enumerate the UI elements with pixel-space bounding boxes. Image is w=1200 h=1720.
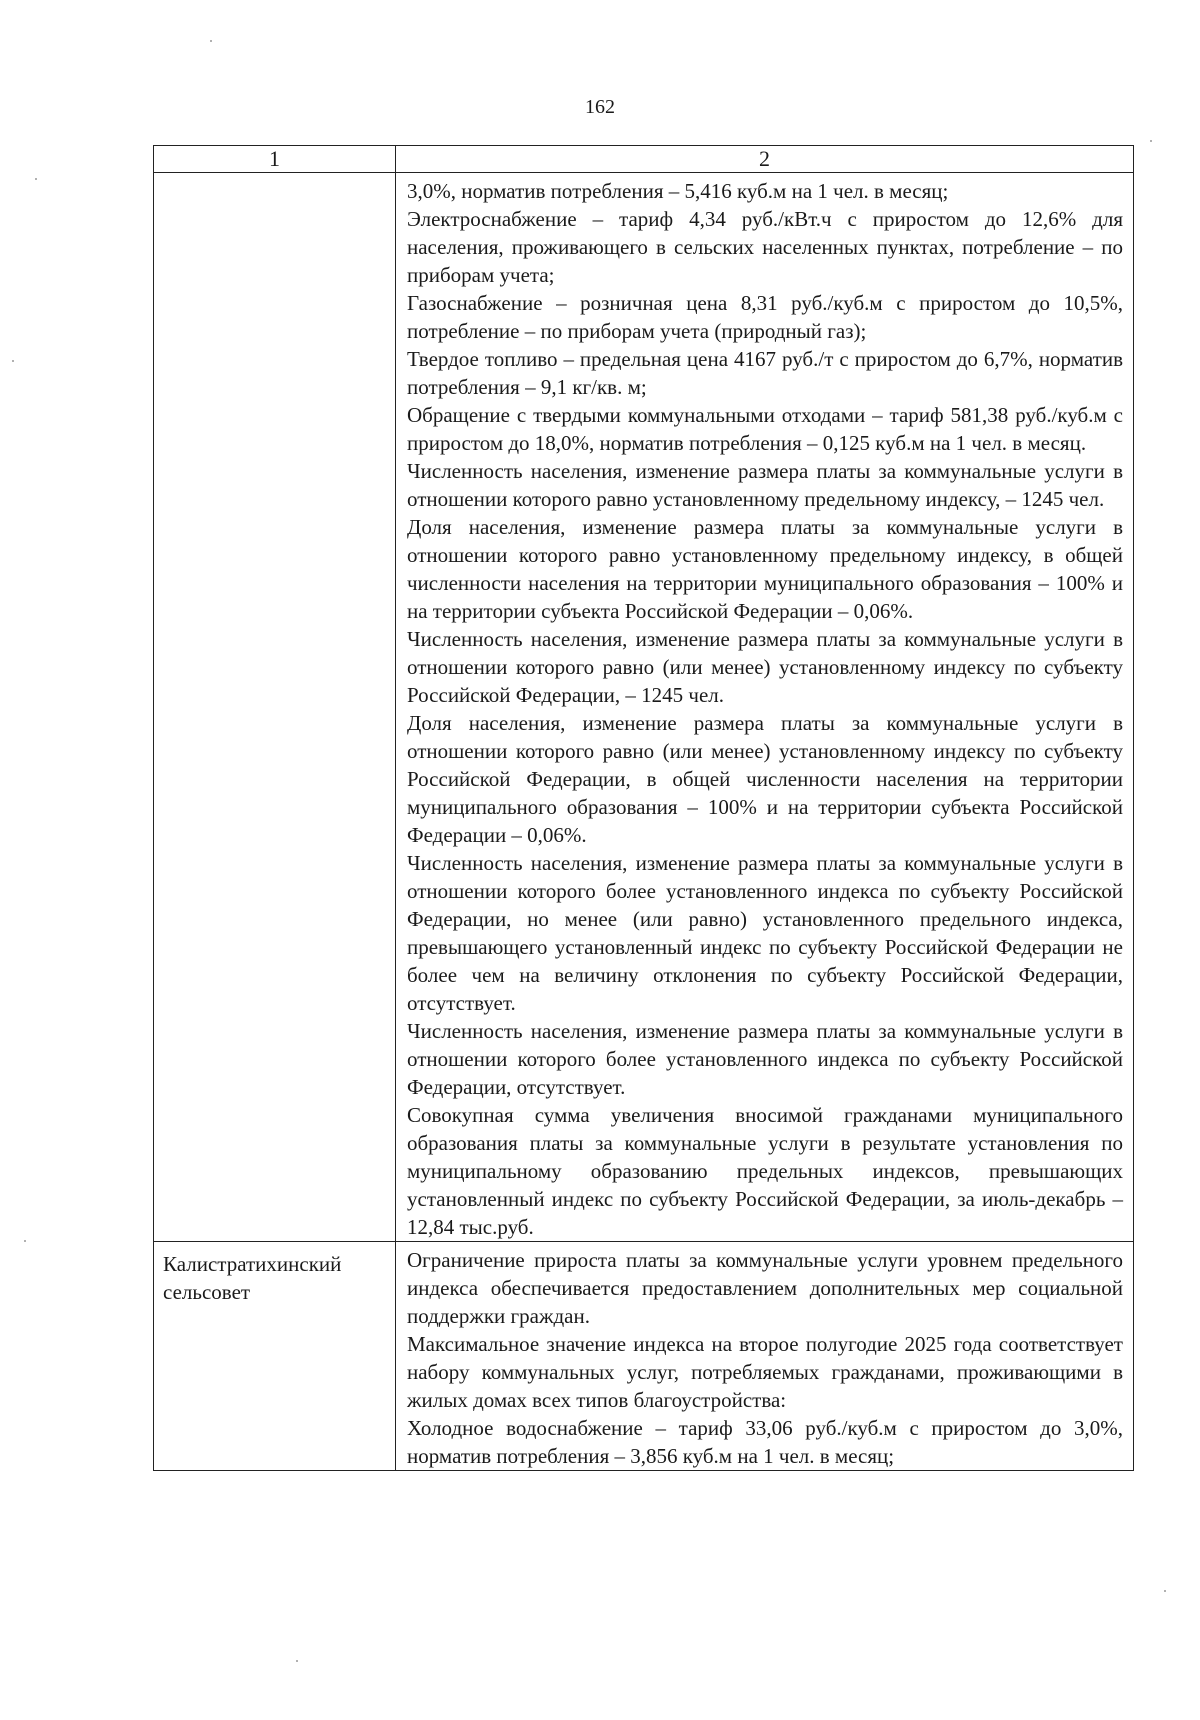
table-header-row [154, 146, 1134, 173]
municipality-cell [154, 173, 396, 1242]
scan-speck [210, 40, 212, 42]
paragraph: Твердое топливо – предельная цена 4167 руб./т с приростом до 6,7%, норматив потребления – 9,1 кг/кв. м; [407, 347, 1123, 399]
paragraph: Доля населения, изменение размера платы за коммунальные услуги в отношении которого равно (или менее) установленному индексу по субъекту Российской Федерации, в общей численности населения на территории муниципального образования – 100% и на территории субъекта Российской Федерации – 0,06%. [407, 711, 1123, 847]
data-table [153, 145, 1134, 1471]
paragraph: Численность населения, изменение размера платы за коммунальные услуги в отношении которого более установленного индекса по субъекту Российской Федерации, отсутствует. [407, 1019, 1123, 1099]
table-row [154, 1242, 1134, 1471]
paragraph: Электроснабжение – тариф 4,34 руб./кВт.ч с приростом до 12,6% для населения, проживающего в сельских населенных пунктах, потребление – по приборам учета; [407, 207, 1123, 287]
paragraph: Доля населения, изменение размера платы за коммунальные услуги в отношении которого равно установленному предельному индексу, в общей численности населения на территории муниципального образования – 100% и на территории субъекта Российской Федерации – 0,06%. [407, 515, 1123, 623]
paragraph: Ограничение прироста платы за коммунальные услуги уровнем предельного индекса обеспечивается предоставлением дополнительных мер социальной поддержки граждан. [407, 1248, 1123, 1328]
paragraph: Максимальное значение индекса на второе полугодие 2025 года соответствует набору коммунальных услуг, потребляемых гражданами, проживающими в жилых домах всех типов благоустройства: [407, 1332, 1123, 1412]
paragraph: 3,0%, норматив потребления – 5,416 куб.м на 1 чел. в месяц; [407, 179, 949, 203]
description-cell [396, 173, 1134, 1242]
column-header-2: 2 [396, 146, 1134, 173]
paragraph: Совокупная сумма увеличения вносимой гражданами муниципального образования платы за коммунальные услуги в результате установления по муниципальному образованию предельных индексов, превышающих установленный индекс по субъекту Российской Федерации, за июль-декабрь – 12,84 тыс.руб. [407, 1103, 1123, 1239]
scan-speck [35, 178, 37, 180]
scan-speck [12, 360, 14, 362]
paragraph: Численность населения, изменение размера платы за коммунальные услуги в отношении которого равно установленному предельному индексу, – 1245 чел. [407, 459, 1123, 511]
paragraph: Обращение с твердыми коммунальными отходами – тариф 581,38 руб./куб.м с приростом до 18,0%, норматив потребления – 0,125 куб.м на 1 чел. в месяц. [407, 403, 1123, 455]
paragraph: Холодное водоснабжение – тариф 33,06 руб./куб.м с приростом до 3,0%, норматив потребления – 3,856 куб.м на 1 чел. в месяц; [407, 1416, 1123, 1468]
table-row [154, 173, 1134, 1242]
description-cell [396, 1242, 1134, 1471]
paragraph: Численность населения, изменение размера платы за коммунальные услуги в отношении которого равно (или менее) установленному индексу по субъекту Российской Федерации, – 1245 чел. [407, 627, 1123, 707]
paragraph: Газоснабжение – розничная цена 8,31 руб./куб.м с приростом до 10,5%, потребление – по приборам учета (природный газ); [407, 291, 1123, 343]
municipality-cell: Калистратихинский сельсовет [154, 1242, 396, 1471]
page-number: 162 [585, 96, 615, 118]
scan-speck [1150, 140, 1152, 142]
paragraph: Численность населения, изменение размера платы за коммунальные услуги в отношении которого более установленного индекса по субъекту Российской Федерации, но менее (или равно) установленного предельного индекса, превышающего установленный индекс по субъекту Российской Федерации не более чем на величину отклонения по субъекту Российской Федерации, отсутствует. [407, 851, 1123, 1015]
scan-speck [296, 1660, 298, 1662]
scan-speck [24, 1240, 26, 1242]
scan-speck [1164, 1590, 1166, 1592]
column-header-1: 1 [154, 146, 396, 173]
